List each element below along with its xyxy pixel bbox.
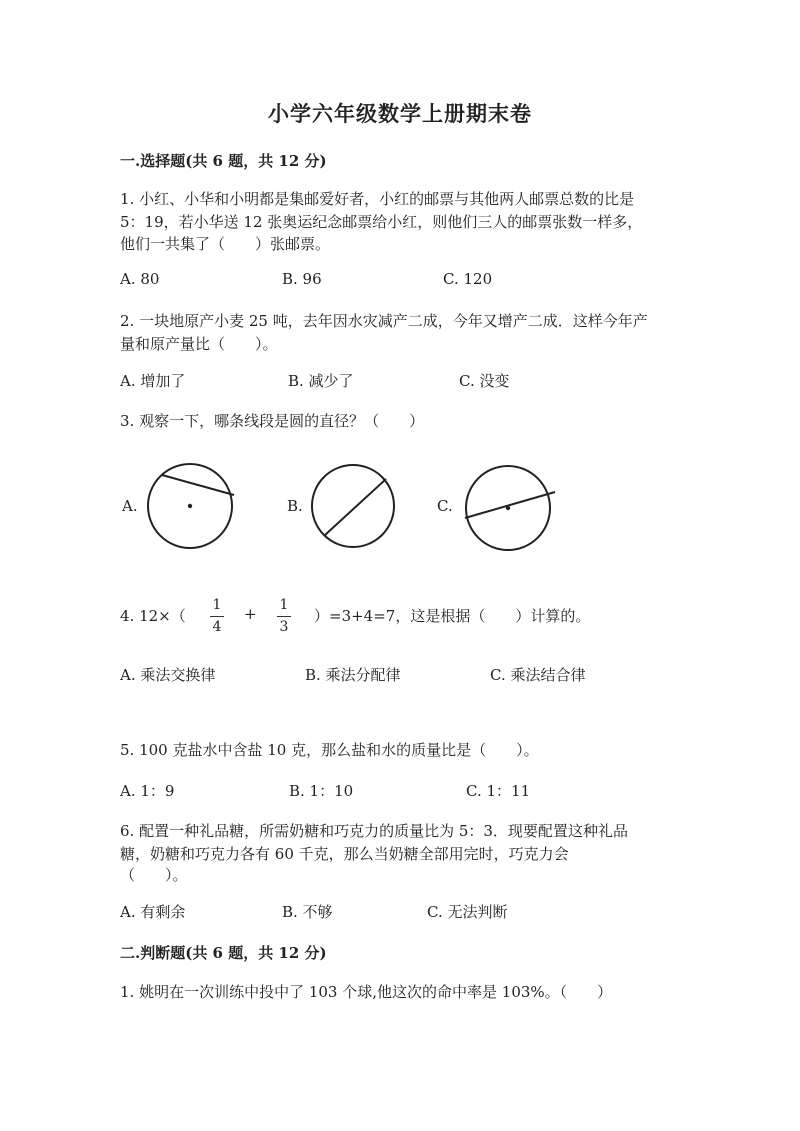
circle-label-a: A. (122, 497, 138, 515)
question-6-line-3: （ ）。 (120, 866, 188, 884)
fraction-2-denominator: 3 (279, 619, 289, 635)
circle-diagrams (110, 455, 570, 565)
question-5-line-1: 5. 100 克盐水中含盐 10 克，那么盐和水的质量比是（ ）。 (120, 741, 539, 759)
circle-label-b: B. (287, 497, 303, 515)
question-6-option-a: A. 有剩余 (120, 903, 186, 921)
question-6-option-b: B. 不够 (282, 903, 333, 921)
question-5-option-b: B. 1：10 (289, 782, 354, 800)
fraction-1-bar (210, 616, 224, 617)
question-2-line-2: 量和原产量比（ ）。 (120, 335, 278, 353)
fraction-1-numerator: 1 (212, 597, 222, 613)
question-1-line-3: 他们一共集了（ ）张邮票。 (120, 235, 331, 253)
tf-question-1-line-1: 1. 姚明在一次训练中投中了 103 个球,他这次的命中率是 103%。（ ） (120, 983, 613, 1001)
question-1-option-a: A. 80 (120, 270, 160, 288)
question-5-option-c: C. 1：11 (466, 782, 531, 800)
page-title: 小学六年级数学上册期末卷 (268, 101, 532, 126)
fraction-2-numerator: 1 (279, 597, 289, 613)
question-4-prefix: 4. 12×（ (120, 607, 186, 625)
question-4-option-a: A. 乘法交换律 (120, 666, 216, 684)
circle-label-c: C. (437, 497, 453, 515)
fraction-1-denominator: 4 (212, 619, 222, 635)
question-6-line-2: 糖，奶糖和巧克力各有 60 千克，那么当奶糖全部用完时，巧克力会 (120, 845, 569, 863)
circle-b-diagram (312, 465, 394, 547)
question-2-option-a: A. 增加了 (120, 372, 186, 390)
question-1-line-2: 5：19，若小华送 12 张奥运纪念邮票给小红，则他们三人的邮票张数一样多， (120, 213, 643, 231)
circle-a-diagram (148, 464, 234, 548)
question-4-plus: + (244, 605, 257, 623)
section-heading-multiple-choice: 一.选择题(共 6 题，共 12 分) (120, 152, 327, 170)
question-6-line-1: 6. 配置一种礼品糖，所需奶糖和巧克力的质量比为 5：3．现要配置这种礼品 (120, 822, 628, 840)
question-4-suffix: ）=3+4=7，这是根据（ ）计算的。 (314, 607, 591, 625)
fraction-2-bar (277, 616, 291, 617)
question-1-line-1: 1. 小红、小华和小明都是集邮爱好者，小红的邮票与其他两人邮票总数的比是 (120, 190, 635, 208)
question-2-line-1: 2. 一块地原产小麦 25 吨，去年因水灾减产二成，今年又增产二成．这样今年产 (120, 312, 648, 330)
question-1-option-b: B. 96 (282, 270, 322, 288)
question-2-option-b: B. 减少了 (288, 372, 354, 390)
question-1-option-c: C. 120 (443, 270, 493, 288)
section-heading-true-false: 二.判断题(共 6 题，共 12 分) (120, 944, 327, 962)
question-4-option-b: B. 乘法分配律 (305, 666, 401, 684)
circle-c-diagram (465, 466, 555, 550)
question-2-option-c: C. 没变 (459, 372, 510, 390)
question-3-line-1: 3. 观察一下，哪条线段是圆的直径？（ ） (120, 412, 425, 430)
question-4-option-c: C. 乘法结合律 (490, 666, 586, 684)
question-6-option-c: C. 无法判断 (427, 903, 508, 921)
question-5-option-a: A. 1：9 (120, 782, 175, 800)
